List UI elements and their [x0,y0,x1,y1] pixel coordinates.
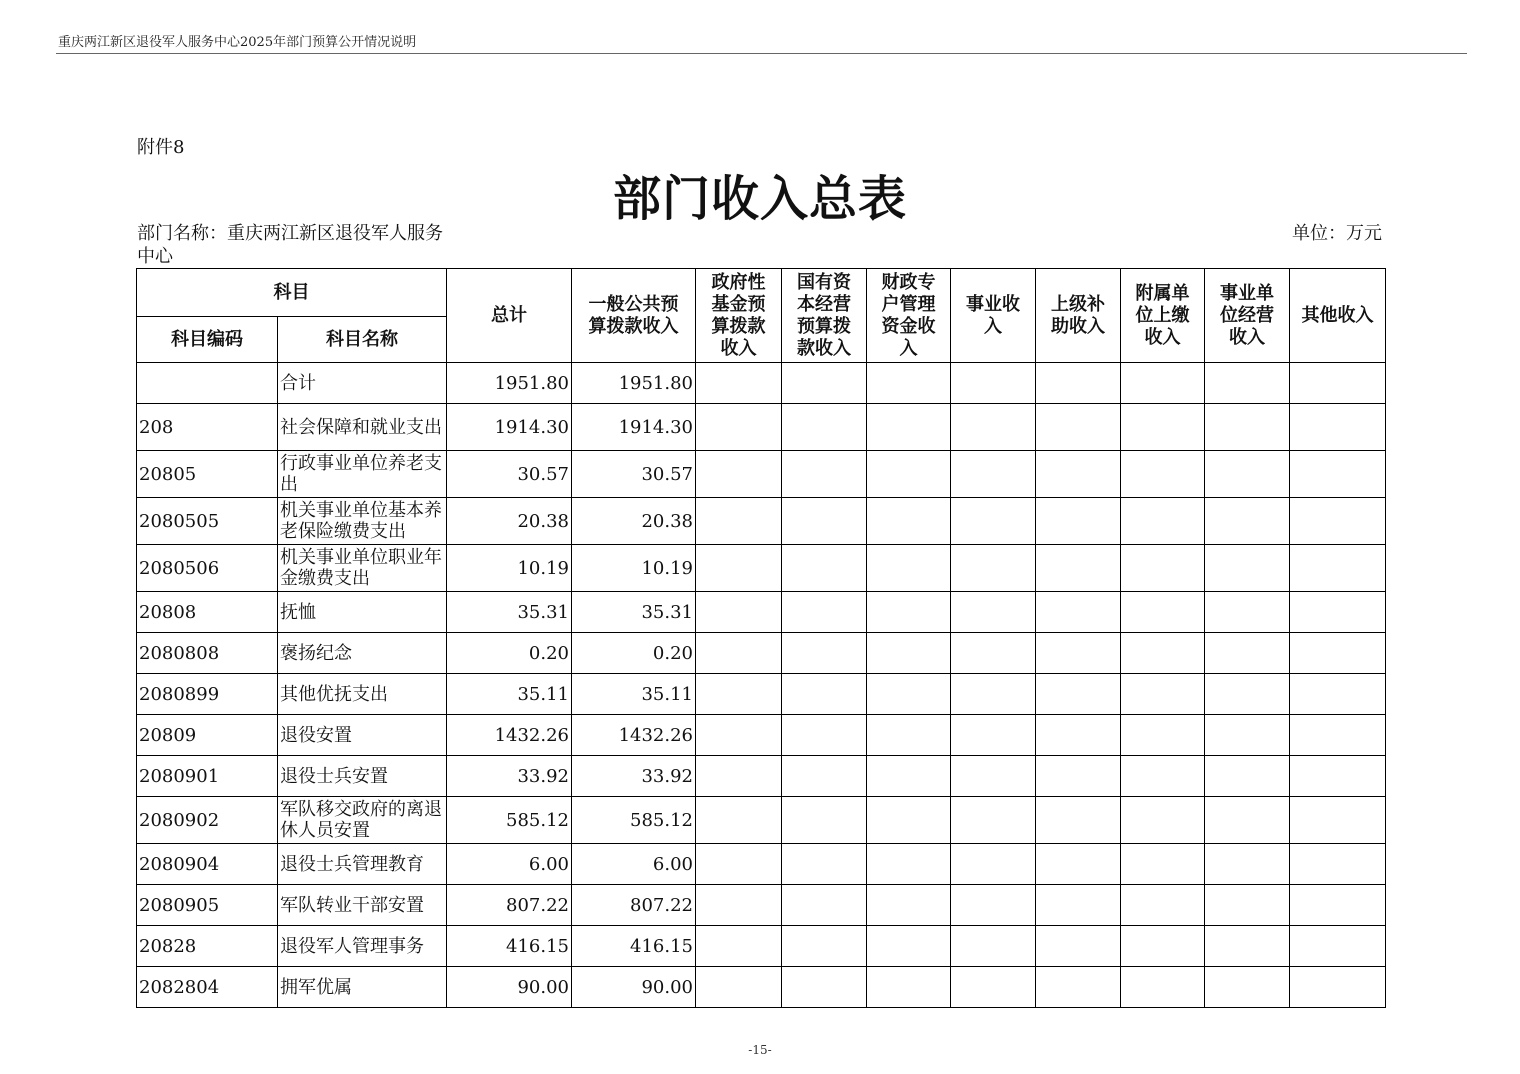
header-state-capital: 国有资本经营预算拨款收入 [782,269,867,363]
subject-name: 其他优抚支出 [278,674,447,715]
page-number: -15- [748,1043,772,1057]
general-public-value: 1951.80 [572,363,696,404]
table-row [137,363,1386,404]
subject-code: 2080905 [137,885,278,926]
header-subject-code: 科目编码 [137,317,278,363]
header-rule [56,53,1467,54]
general-public-value: 35.31 [572,592,696,633]
table-header [137,269,1386,363]
general-public-value: 807.22 [572,885,696,926]
table-row [137,756,1386,797]
header-affiliated-payment: 附属单位上缴收入 [1121,269,1205,363]
table-row [137,885,1386,926]
subject-name: 退役军人管理事务 [278,926,447,967]
subject-code [137,363,278,404]
subject-code: 208 [137,404,278,451]
total-value: 30.57 [447,451,572,498]
subject-code: 2080899 [137,674,278,715]
subject-name: 行政事业单位养老支出 [278,451,447,498]
page-title: 部门收入总表 [612,171,907,227]
total-value: 6.00 [447,844,572,885]
unit-label: 单位：万元 [1292,223,1382,244]
subject-code: 20809 [137,715,278,756]
table-row [137,633,1386,674]
total-value: 1951.80 [447,363,572,404]
total-value: 10.19 [447,545,572,592]
table-row [137,545,1386,592]
header-other-income: 其他收入 [1290,269,1386,363]
total-value: 0.20 [447,633,572,674]
general-public-value: 33.92 [572,756,696,797]
subject-code: 2080506 [137,545,278,592]
general-public-value: 30.57 [572,451,696,498]
subject-name: 合计 [278,363,447,404]
subject-name: 社会保障和就业支出 [278,404,447,451]
subject-code: 20828 [137,926,278,967]
income-table [136,268,1386,1008]
table-row [137,674,1386,715]
table-row [137,844,1386,885]
general-public-value: 90.00 [572,967,696,1008]
table-row [137,404,1386,451]
subject-code: 2080808 [137,633,278,674]
subject-name: 退役安置 [278,715,447,756]
general-public-value: 35.11 [572,674,696,715]
total-value: 1914.30 [447,404,572,451]
general-public-value: 20.38 [572,498,696,545]
general-public-value: 10.19 [572,545,696,592]
table-row [137,451,1386,498]
subject-name: 拥军优属 [278,967,447,1008]
subject-code: 2082804 [137,967,278,1008]
subject-code: 2080904 [137,844,278,885]
header-subject-name: 科目名称 [278,317,447,363]
subject-name: 军队移交政府的离退休人员安置 [278,797,447,844]
header-business-income: 事业收入 [951,269,1036,363]
table-row [137,715,1386,756]
table-body [137,363,1386,1008]
header-superior-subsidy: 上级补助收入 [1036,269,1121,363]
total-value: 1432.26 [447,715,572,756]
general-public-value: 1432.26 [572,715,696,756]
subject-name: 褒扬纪念 [278,633,447,674]
table-row [137,498,1386,545]
subject-code: 20805 [137,451,278,498]
total-value: 33.92 [447,756,572,797]
table-row [137,926,1386,967]
header-subject: 科目 [137,269,447,317]
header-general-public: 一般公共预算拨款收入 [572,269,696,363]
header-business-operating: 事业单位经营收入 [1205,269,1290,363]
header-total: 总计 [447,269,572,363]
table-row [137,592,1386,633]
subject-name: 退役士兵管理教育 [278,844,447,885]
department-name: 部门名称：重庆两江新区退役军人服务中心 [137,223,443,267]
subject-code: 2080902 [137,797,278,844]
subject-code: 2080901 [137,756,278,797]
subject-name: 机关事业单位职业年金缴费支出 [278,545,447,592]
total-value: 585.12 [447,797,572,844]
subject-name: 退役士兵安置 [278,756,447,797]
attachment-label: 附件8 [137,137,185,158]
total-value: 35.11 [447,674,572,715]
total-value: 416.15 [447,926,572,967]
table-row [137,967,1386,1008]
table-row [137,797,1386,844]
running-header: 重庆两江新区退役军人服务中心2025年部门预算公开情况说明 [58,35,417,50]
subject-name: 机关事业单位基本养老保险缴费支出 [278,498,447,545]
general-public-value: 585.12 [572,797,696,844]
total-value: 90.00 [447,967,572,1008]
header-gov-fund: 政府性基金预算拨款收入 [696,269,782,363]
general-public-value: 6.00 [572,844,696,885]
header-fiscal-special: 财政专户管理资金收入 [867,269,951,363]
subject-name: 抚恤 [278,592,447,633]
general-public-value: 0.20 [572,633,696,674]
general-public-value: 1914.30 [572,404,696,451]
general-public-value: 416.15 [572,926,696,967]
total-value: 20.38 [447,498,572,545]
total-value: 35.31 [447,592,572,633]
subject-code: 20808 [137,592,278,633]
total-value: 807.22 [447,885,572,926]
subject-code: 2080505 [137,498,278,545]
subject-name: 军队转业干部安置 [278,885,447,926]
